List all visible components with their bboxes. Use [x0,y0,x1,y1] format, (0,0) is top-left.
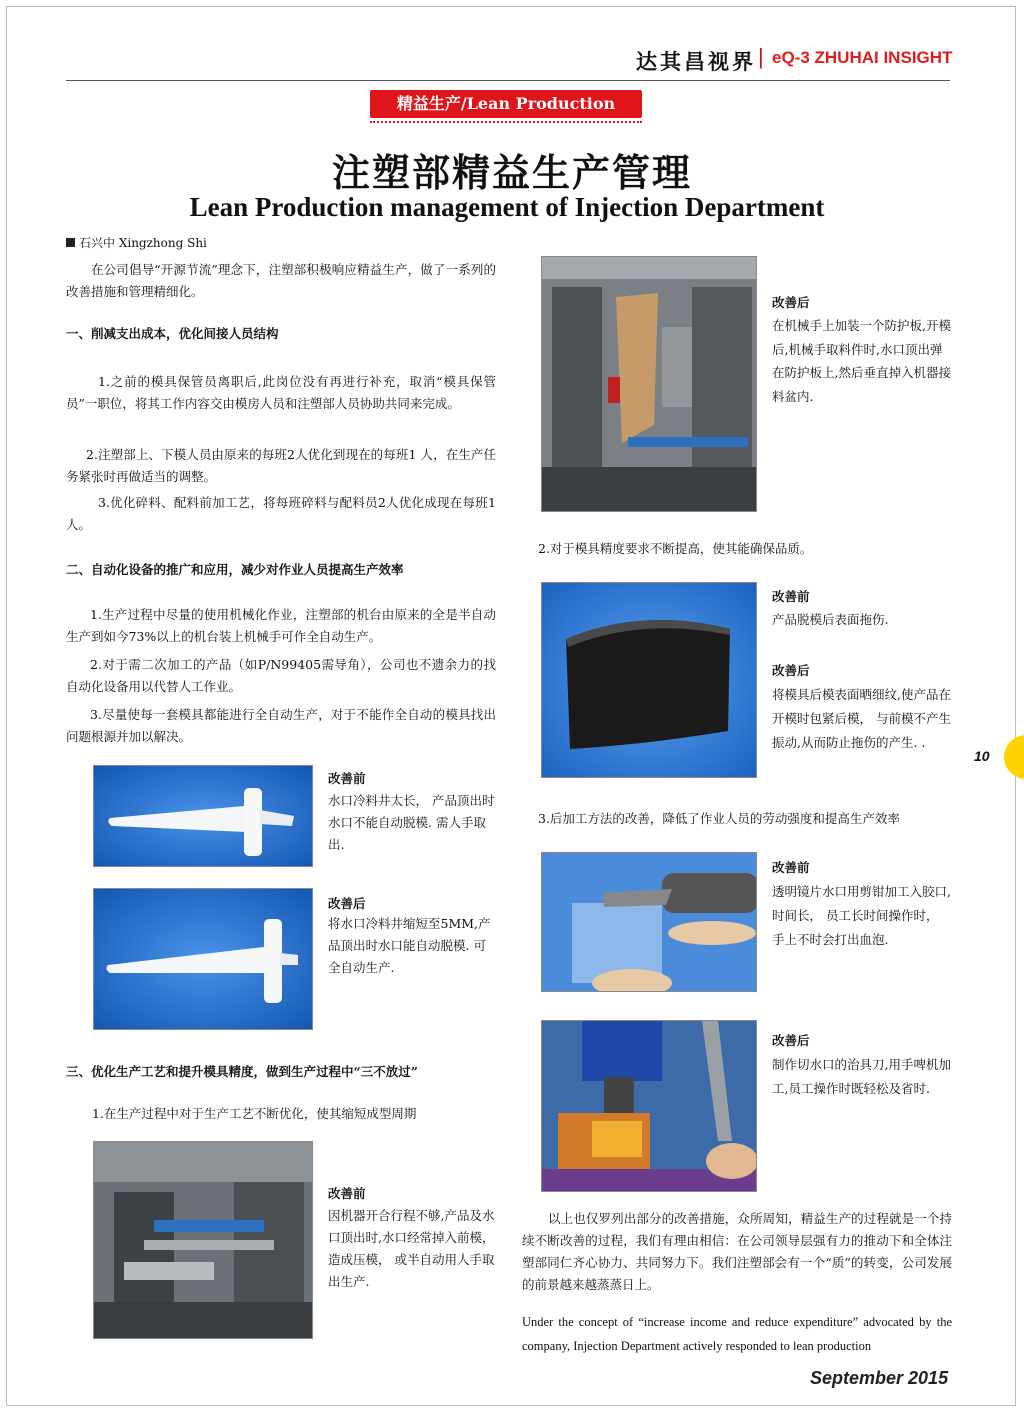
author-name: 石兴中 Xingzhong Shi [79,236,207,250]
page-number: 10 [974,748,990,764]
magazine-brand-cn: 达其昌视界 [636,49,756,74]
caption-2-title: 改善后 [328,896,366,911]
magazine-brand-en: eQ-3 ZHUHAI INSIGHT [772,48,953,67]
summary-paragraph: 以上也仅罗列出部分的改善措施，众所周知，精益生产的过程就是一个持续不断改善的过程，我们有理由相信：在公司领导层强有力的推动下和全体注塑部同仁齐心协力、共同努力下。我们注塑部会有一个“质”的转变，公司发展的前景越来越蒸蒸日上。 [522,1211,952,1292]
photo-machine-before [93,1141,313,1339]
photo-pliers-before [541,852,757,992]
section-dots-divider [370,121,642,126]
pliers-trimming-illustration [542,853,757,992]
paragraph-2-2: 2.对于需二次加工的产品（如P/N99405需导角），公司也不遗余力的找自动化设备用以代替人工作业。 [66,657,496,694]
caption-6-text: 将模具后模表面晒细纹,使产品在开模时包紧后模， 与前模不产生振动,从而防止拖伤的产生. . [772,687,951,750]
caption-8-title: 改善后 [772,1033,810,1048]
header-separator: | [758,44,764,69]
jig-cutter-illustration [542,1021,757,1192]
author-byline [66,234,207,251]
black-part-illustration [542,583,757,778]
bullet-square-icon [66,238,75,247]
caption-7-title: 改善前 [772,860,810,875]
paragraph-1-2: 2.注塑部上、下模人员由原来的每班2人优化到现在的每班1 人，在生产任务紧张时再做适当的调整。 [66,447,496,484]
sprue-short-illustration [94,889,313,1030]
paragraph-3-2: 2.对于模具精度要求不断提高，使其能确保品质。 [538,541,813,556]
article-title-en: Lean Production management of Injection Department [189,192,825,222]
photo-machine-after [541,256,757,512]
photo-sprue-before [93,765,313,867]
caption-3-text: 因机器开合行程不够,产品及水口顶出时,水口经常掉入前模， 造成压模， 或半自动用人手取出生产. [328,1208,495,1289]
heading-3: 三、优化生产工艺和提升模具精度，做到生产过程中“三不放过” [66,1064,418,1079]
caption-5-text: 产品脱模后表面拖伤. [772,612,889,627]
caption-1-text: 水口冷料井太长， 产品顶出时水口不能自动脱模. 需人手取出. [328,793,495,852]
photo-mold-surface [541,582,757,778]
paragraph-2-1: 1.生产过程中尽量的使用机械化作业，注塑部的机台由原来的全是半自动生产到如今73%以上的机台装上机械手可作全自动生产。 [66,607,496,644]
heading-2: 二、自动化设备的推广和应用，减少对作业人员提高生产效率 [66,562,404,577]
paragraph-3-3: 3.后加工方法的改善，降低了作业人员的劳动强度和提高生产效率 [538,811,900,826]
caption-5-title: 改善前 [772,589,810,604]
photo-jig-after [541,1020,757,1192]
sprue-long-illustration [94,766,313,867]
article-title-cn: 注塑部精益生产管理 [331,151,692,195]
caption-4-text: 在机械手上加装一个防护板,开模后,机械手取料件时,水口顶出弹在防护板上,然后垂直掉入机器接料盆内. [772,318,951,404]
section-label: 精益生产/Lean Production [370,90,642,118]
caption-4-title: 改善后 [772,295,810,310]
paragraph-1-1: 1.之前的模具保管员离职后,此岗位没有再进行补充，取消“模具保管员”一职位，将其工作内容交由模房人员和注塑部人员协助共同来完成。 [66,374,496,411]
intro-paragraph: 在公司倡导“开源节流”理念下，注塑部积极响应精益生产，做了一系列的改善措施和管理精细化。 [66,262,496,299]
mold-machine-after-illustration [542,257,757,512]
english-paragraph: Under the concept of “increase income and reduce expenditure” advocated by the company, Injection Department actively responded to lean production [522,1315,952,1353]
caption-1-title: 改善前 [328,771,366,786]
caption-7-text: 透明镜片水口用剪钳加工入胶口,时间长， 员工长时间操作时， 手上不时会打出血泡. [772,884,951,947]
photo-sprue-after [93,888,313,1030]
caption-2-text: 将水口冷料井缩短至5MM,产品顶出时水口能自动脱模. 可全自动生产. [328,916,491,975]
caption-8-text: 制作切水口的治具刀,用手啤机加工,员工操作时既轻松及省时. [772,1057,951,1096]
heading-1: 一、削减支出成本，优化间接人员结构 [66,326,279,341]
paragraph-1-3: 3.优化碎料、配料前加工艺，将每班碎料与配料员2人优化成现在每班1人。 [66,495,496,532]
paragraph-2-3: 3.尽量使每一套模具都能进行全自动生产，对于不能作全自动的模具找出问题根源并加以解决。 [66,707,496,744]
header-rule [66,80,950,81]
caption-3-title: 改善前 [328,1186,366,1201]
paragraph-3-1: 1.在生产过程中对于生产工艺不断优化，使其缩短成型周期 [92,1106,417,1121]
mold-machine-before-illustration [94,1142,313,1339]
caption-6-title: 改善后 [772,663,810,678]
issue-date: September 2015 [810,1368,949,1388]
